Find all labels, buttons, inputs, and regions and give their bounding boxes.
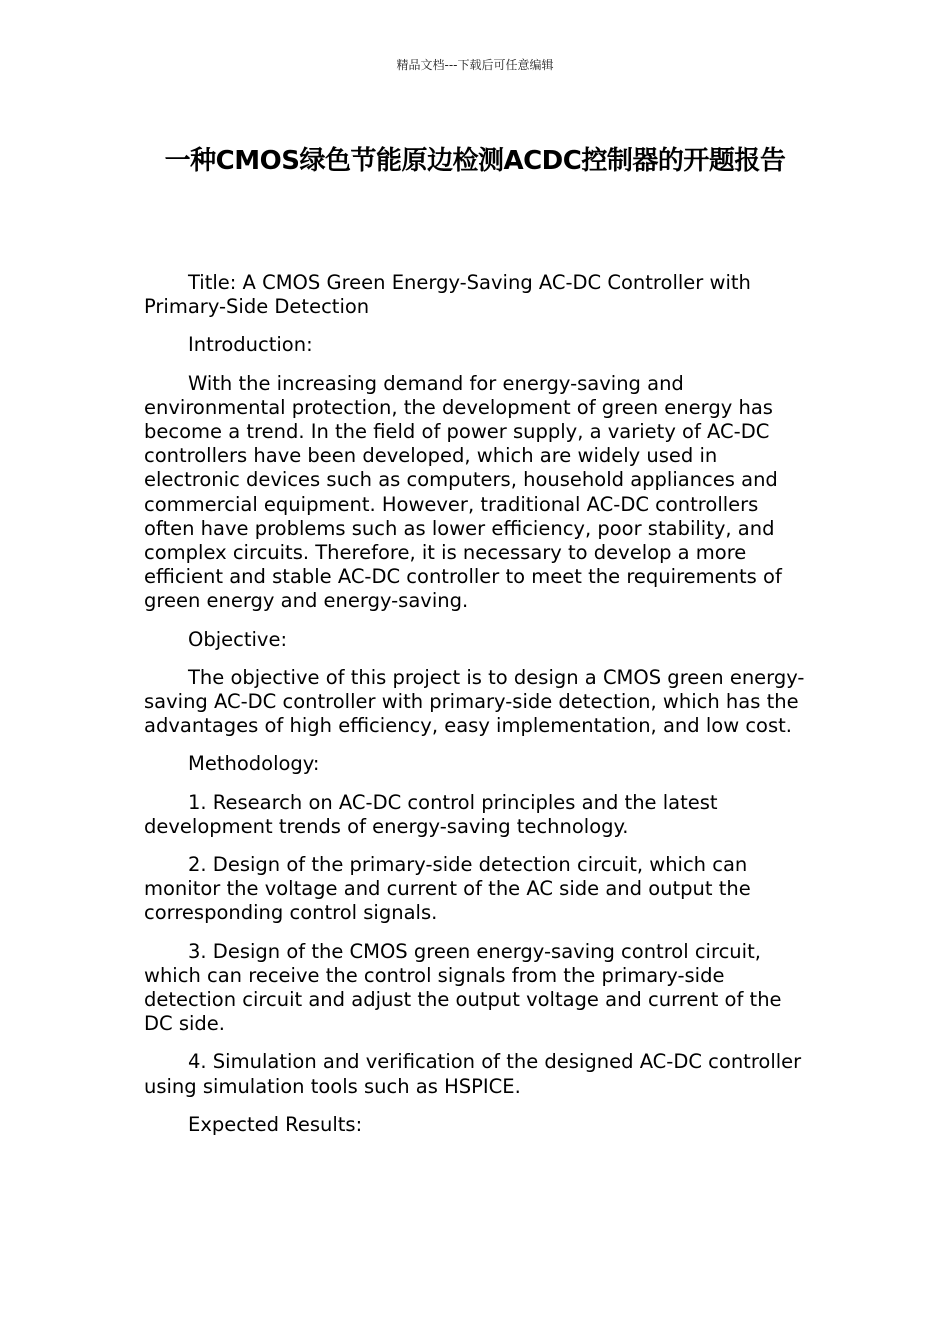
document-title: 一种CMOS绿色节能原边检测ACDC控制器的开题报告 <box>164 146 786 176</box>
objective-heading: Objective: <box>188 627 288 651</box>
introduction-heading: Introduction: <box>188 333 313 357</box>
header-note: 精品文档---下载后可任意编辑 <box>396 58 554 72</box>
methodology-heading: Methodology: <box>188 752 320 776</box>
introduction-paragraph: With the increasing demand for energy-saving and environmental protection, the development of green energy has become a trend. In the field of power supply, a variety of AC-DC controllers have been developed, which are widely used in electronic devices such as computers, household appliances and commercial equipment. However, traditional AC-DC controllers often have problems such as lower efficiency, poor stability, and complex circuits. Therefore, it is necessary to develop a more efficient and stable AC-DC controller to meet the requirements of green energy and energy-saving. <box>144 371 782 613</box>
methodology-item-2: 2. Design of the primary-side detection circuit, which can monitor the voltage and current of the AC side and output the corresponding control signals. <box>144 853 751 925</box>
methodology-item-4: 4. Simulation and verification of the designed AC-DC controller using simulation tools such as HSPICE. <box>144 1050 802 1098</box>
methodology-item-3: 3. Design of the CMOS green energy-saving control circuit, which can receive the control signals from the primary-side detection circuit and adjust the output voltage and current of the DC side. <box>144 939 782 1036</box>
document-body <box>144 271 809 1151</box>
title-line: Title: A CMOS Green Energy-Saving AC-DC Controller with Primary-Side Detection <box>144 271 751 319</box>
expected-results-heading: Expected Results: <box>188 1112 363 1136</box>
methodology-item-1: 1. Research on AC-DC control principles and the latest development trends of energy-saving technology. <box>144 790 718 838</box>
objective-paragraph: The objective of this project is to design a CMOS green energy-saving AC-DC controller with primary-side detection, which has the advantages of high efficiency, easy implementation, and low cost. <box>144 665 805 738</box>
